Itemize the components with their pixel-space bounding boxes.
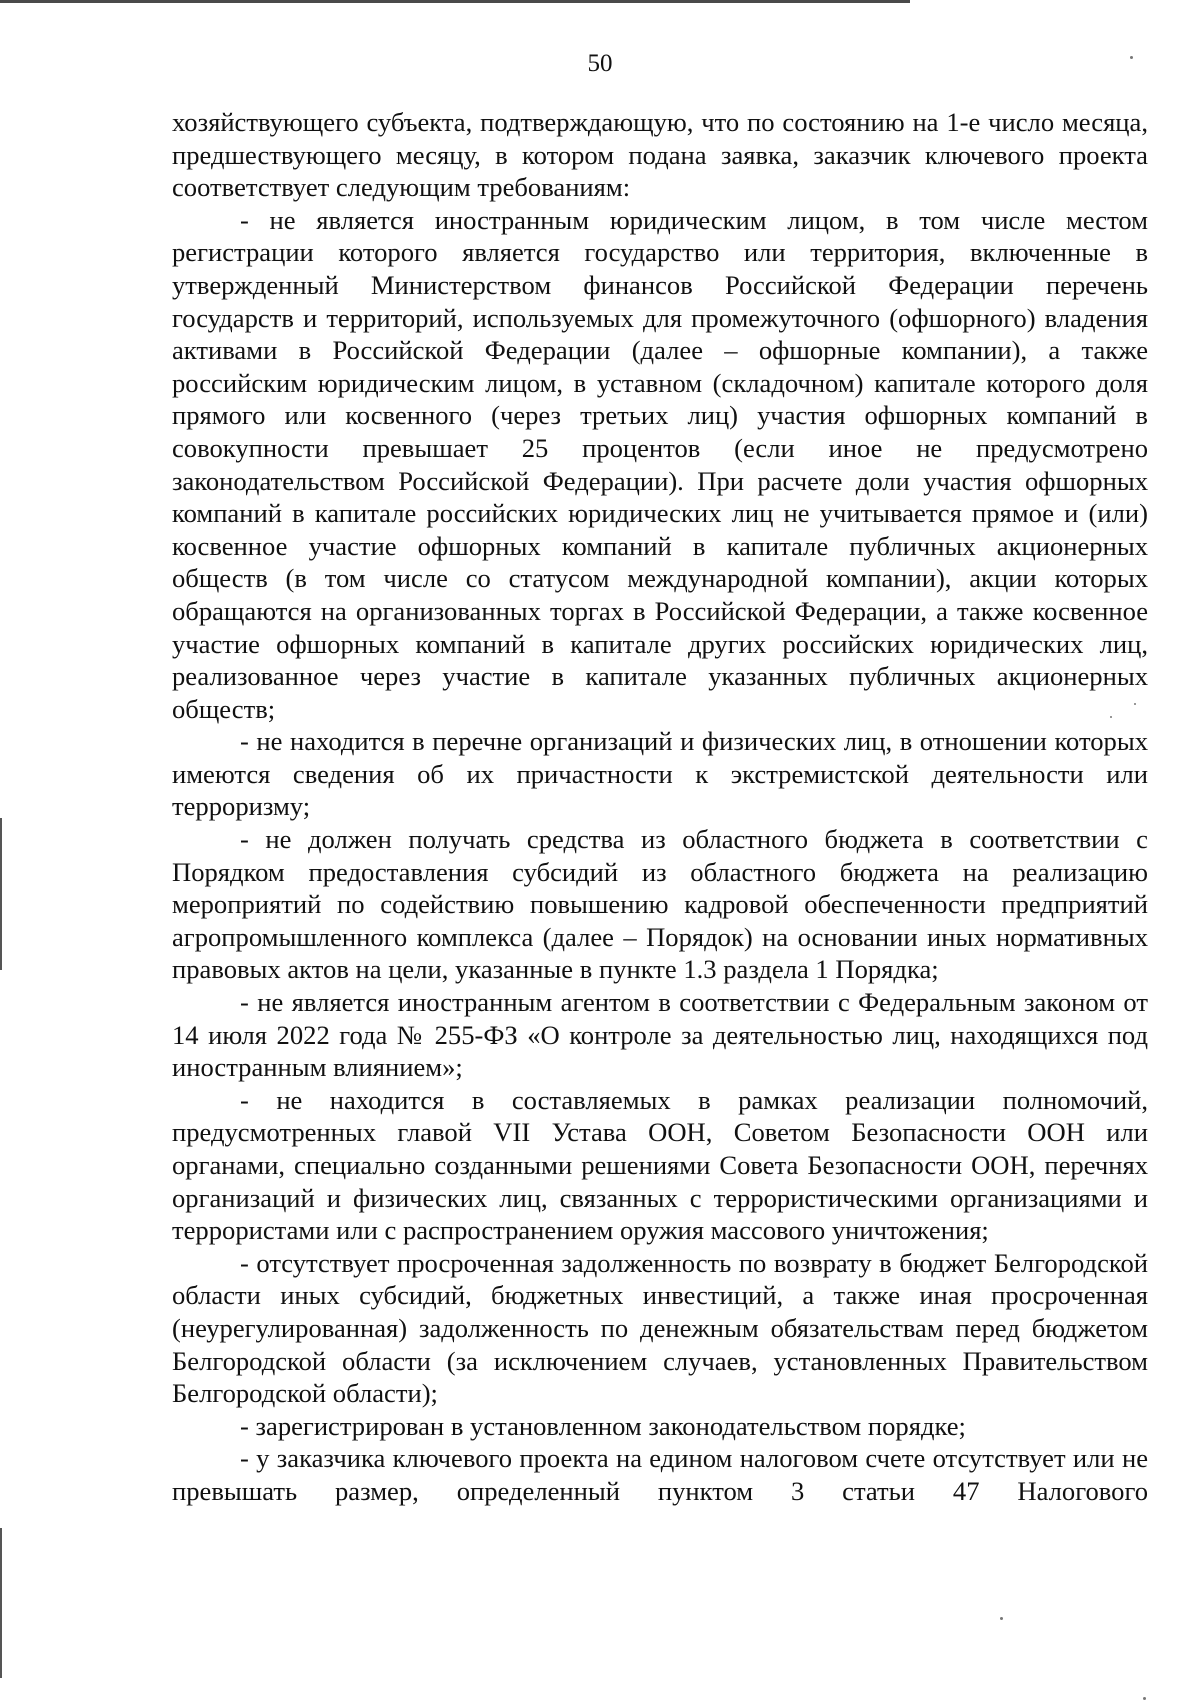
paragraph-list-item: - у заказчика ключевого проекта на едином налоговом счете отсутствует или не превышать размер, определенный пунктом 3 статьи 47 Налогового (172, 1443, 1148, 1506)
scan-speck (1000, 1617, 1003, 1620)
paragraph: хозяйствующего субъекта, подтверждающую, что по состоянию на 1-е число месяца, предшествующего месяцу, в котором подана заявка, заказчик ключевого проекта соответствует следующим требованиям: (172, 107, 1148, 203)
scan-border-top (0, 0, 910, 3)
paragraph-list-item: - не находится в составляемых в рамках реализации полномочий, предусмотренных главой VII Устава ООН, Советом Безопасности ООН или органами, специально созданными решениями Совета Безопасности ООН, перечнях организаций и физических лиц, связанных с террористическими организациями и террористами или с распространением оружия массового уничтожения; (172, 1084, 1148, 1246)
page-number: 50 (587, 50, 613, 77)
document-body (172, 106, 1148, 1508)
paragraph-list-item: - отсутствует просроченная задолженность по возврату в бюджет Белгородской области иных субсидий, бюджетных инвестиций, а также иная просроченная (неурегулированная) задолженность по денежным обязательствам перед бюджетом Белгородской области (за исключением случаев, установленных Правительством Белгородской области); (172, 1247, 1148, 1409)
paragraph-list-item: - не находится в перечне организаций и физических лиц, в отношении которых имеются сведения об их причастности к экстремистской деятельности или терроризму; (172, 726, 1148, 822)
scan-border-left-upper (0, 818, 2, 970)
paragraph-list-item: - не является иностранным агентом в соответствии с Федеральным законом от 14 июля 2022 года № 255-ФЗ «О контроле за деятельностью лиц, находящихся под иностранным влиянием»; (172, 987, 1148, 1083)
scan-border-left-lower (0, 1528, 2, 1678)
paragraph-list-item: - не является иностранным юридическим лицом, в том числе местом регистрации которого является государство или территория, включенные в утвержденный Министерством финансов Российской Федерации перечень государств и территорий, используемых для промежуточного (офшорного) владения активами в Российской Федерации (далее – офшорные компании), а также российским юридическим лицом, в уставном (складочном) капитале которого доля прямого или косвенного (через третьих лиц) участия офшорных компаний в совокупности превышает 25 процентов (если иное не предусмотрено законодательством Российской Федерации). При расчете доли участия офшорных компаний в капитале российских юридических лиц не учитывается прямое и (или) косвенное участие офшорных компаний в капитале публичных акционерных обществ (в том числе со статусом международной компании), акции которых обращаются на организованных торгах в Российской Федерации, а также косвенное участие офшорных компаний в капитале других российских юридических лиц, реализованное через участие в капитале указанных публичных акционерных обществ; (172, 204, 1148, 724)
paragraph-list-item: - не должен получать средства из областного бюджета в соответствии с Порядком предоставления субсидий из областного бюджета на реализацию мероприятий по содействию повышению кадровой обеспеченности предприятий агропромышленного комплекса (далее – Порядок) на основании иных нормативных правовых актов на цели, указанные в пункте 1.3 раздела 1 Порядка; (172, 824, 1148, 985)
paragraph-list-item: - зарегистрирован в установленном законодательством порядке; (240, 1410, 966, 1441)
scan-speck (1143, 1697, 1146, 1700)
